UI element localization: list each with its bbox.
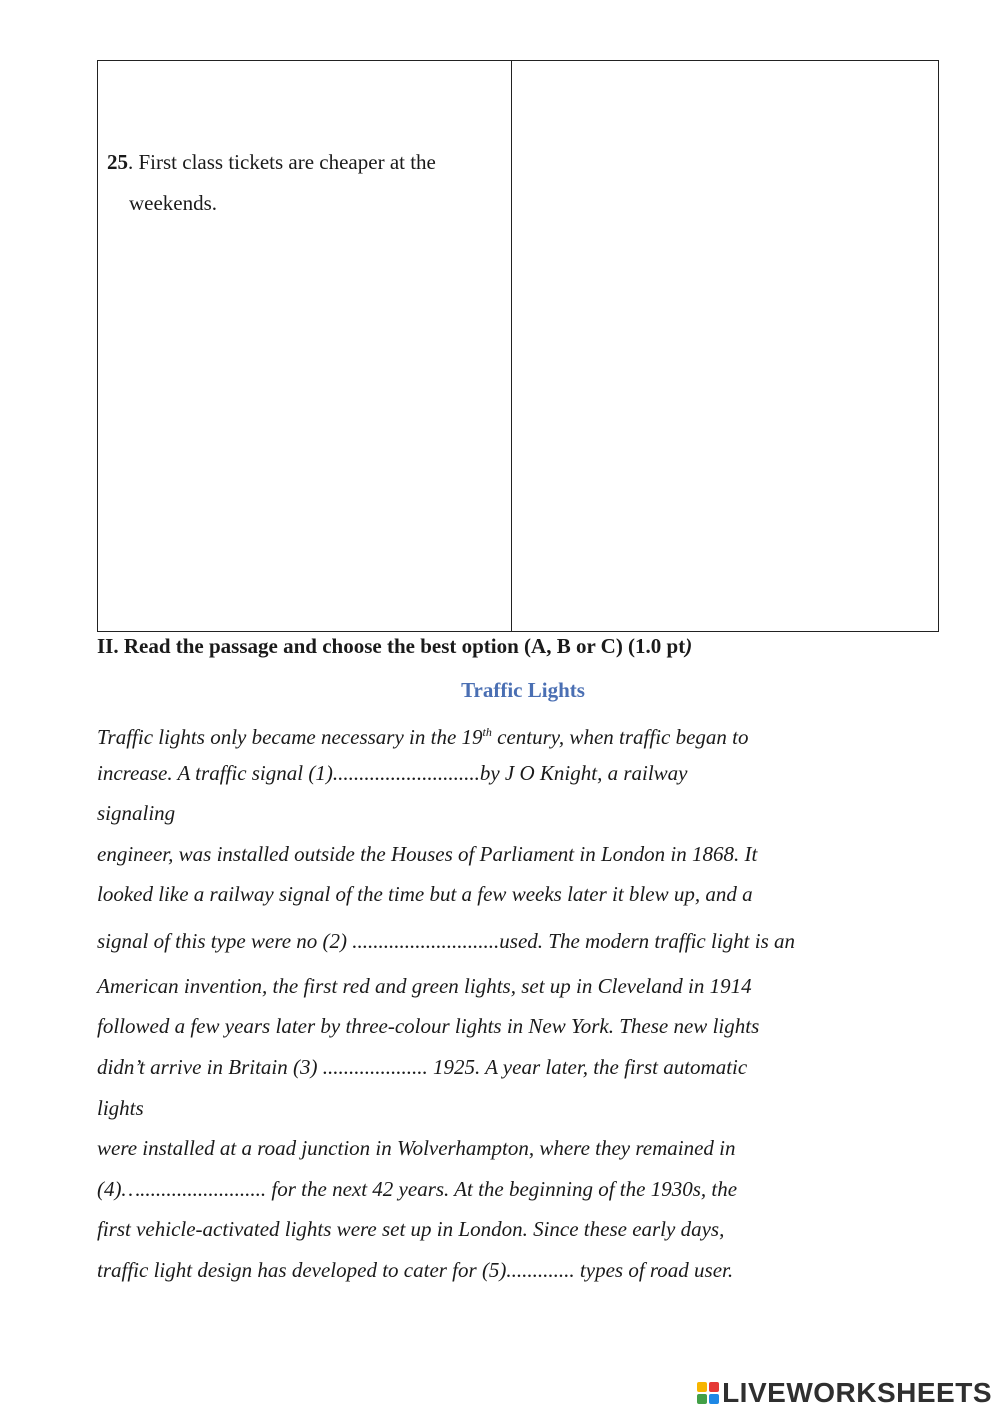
logo-square-green (697, 1394, 707, 1404)
passage-line-9: didn’t arrive in Britain (3) .................... 1925. A year later, the first automatic (97, 1055, 748, 1079)
passage-line-2: increase. A traffic signal (1)............................by J O Knight, a railway (97, 761, 688, 785)
liveworksheets-logo (697, 1377, 992, 1409)
section-heading-end: ) (685, 634, 693, 658)
passage-line-1-a: Traffic lights only became necessary in the 19 (97, 725, 483, 749)
passage-line-4: engineer, was installed outside the Houses of Parliament in London in 1868. It (97, 842, 758, 866)
logo-mark-icon (697, 1382, 719, 1404)
passage-line-12: (4)…........................ for the next 42 years. At the beginning of the 1930s, the (97, 1177, 738, 1201)
question-text-line1: . First class tickets are cheaper at the (128, 150, 436, 174)
passage-line-14: traffic light design has developed to cater for (5)............. types of road user. (97, 1258, 734, 1282)
question-number: 25 (107, 150, 128, 174)
logo-square-red (709, 1382, 719, 1392)
question-25 (107, 142, 487, 224)
passage-line-3: signaling (97, 801, 176, 825)
passage-line-6: signal of this type were no (2) ............................used. The modern traffic light is an (97, 929, 796, 953)
passage-line-1-b: century, when traffic began to (491, 725, 749, 749)
passage-title: Traffic Lights (461, 678, 585, 702)
passage-line-1 (97, 719, 749, 750)
logo-text: LIVEWORKSHEETS (722, 1377, 992, 1408)
logo-square-blue (709, 1394, 719, 1404)
passage-line-5: looked like a railway signal of the time but a few weeks later it blew up, and a (97, 882, 753, 906)
section-heading (97, 634, 692, 659)
question-text-line2: weekends. (129, 191, 218, 215)
passage-line-10: lights (97, 1096, 144, 1120)
passage-line-8: followed a few years later by three-colour lights in New York. These new lights (97, 1014, 760, 1038)
section-heading-text: II. Read the passage and choose the best option (A, B or C) (1.0 pt (97, 634, 686, 658)
logo-square-yellow (697, 1382, 707, 1392)
passage-line-1-sup: th (482, 725, 492, 739)
question-table (97, 60, 939, 632)
table-column-divider (511, 61, 512, 631)
passage-line-13: first vehicle-activated lights were set up in London. Since these early days, (97, 1217, 725, 1241)
passage-line-7: American invention, the first red and green lights, set up in Cleveland in 1914 (97, 974, 752, 998)
passage-line-11: were installed at a road junction in Wolverhampton, where they remained in (97, 1136, 736, 1160)
